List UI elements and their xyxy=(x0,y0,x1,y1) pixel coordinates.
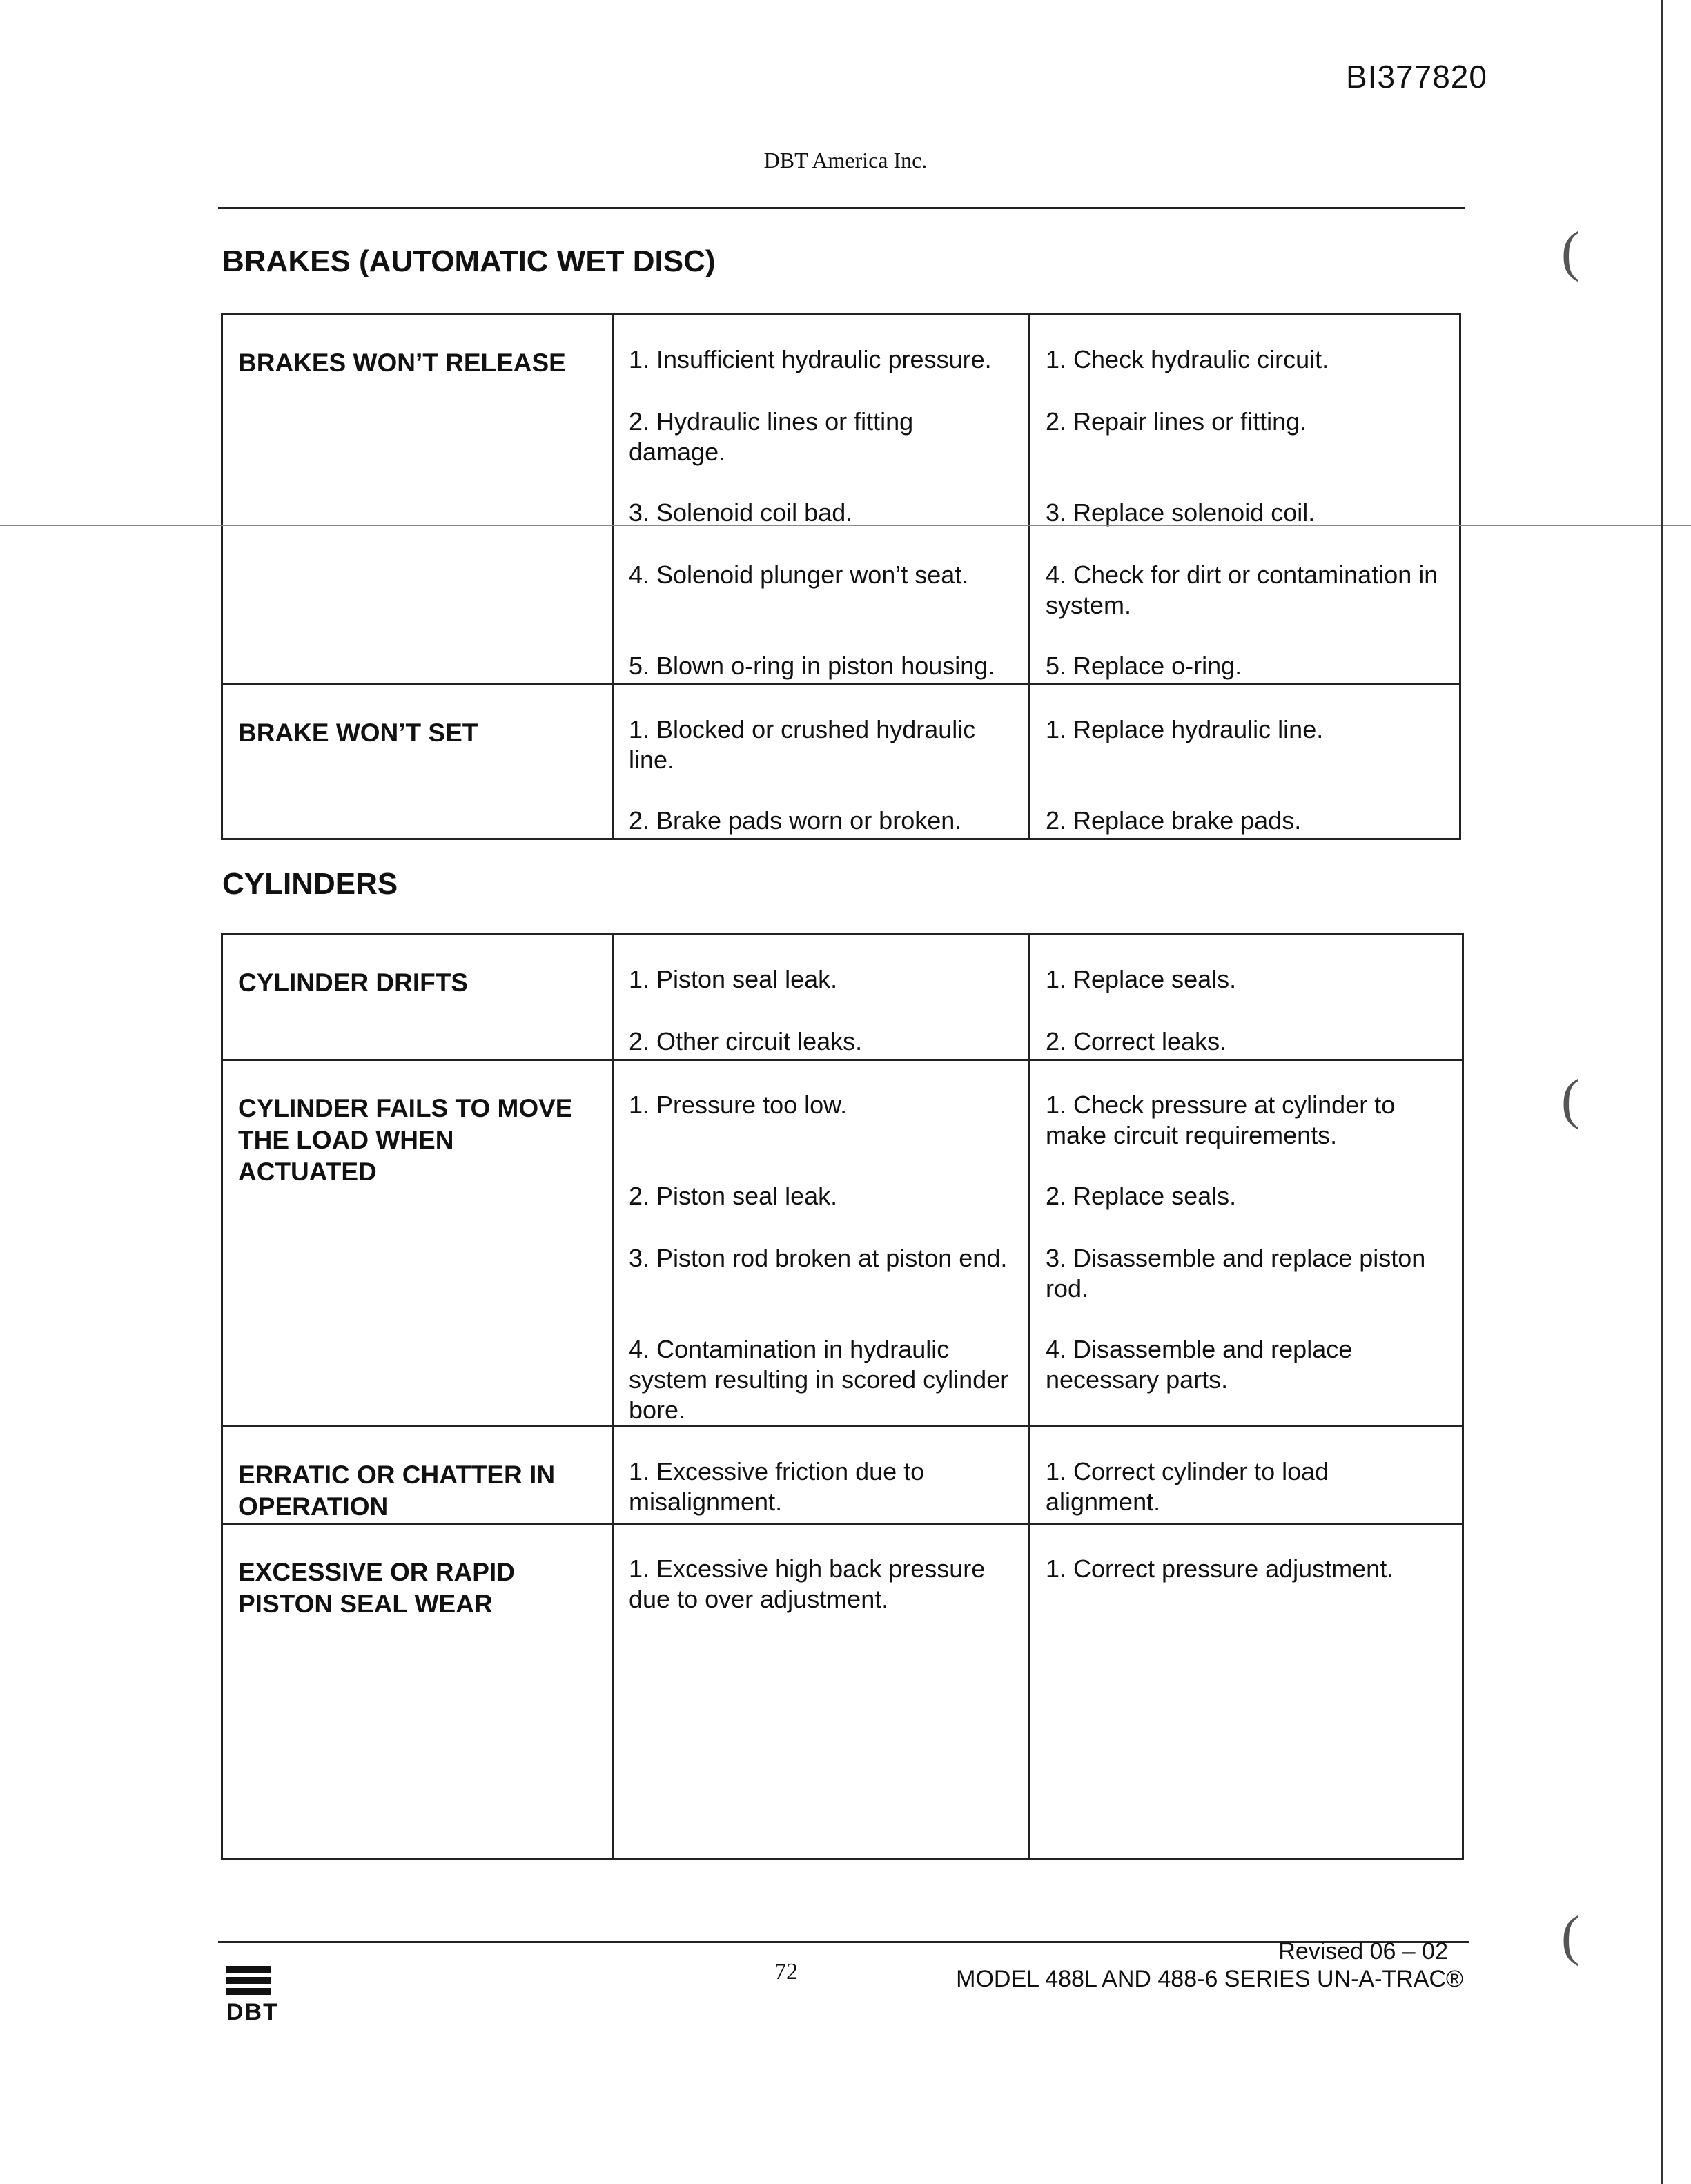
remedy-item: 4. Disassemble and replace necessary parts. xyxy=(1046,1335,1353,1394)
scan-artifact-line xyxy=(0,525,1691,526)
symptom-cell: EXCESSIVE OR RAPID PISTON SEAL WEAR xyxy=(222,1524,613,1860)
remedy-cell xyxy=(1030,935,1463,1060)
cause-item: 2. Brake pads worn or broken. xyxy=(629,806,962,835)
table-row xyxy=(222,1524,1463,1860)
cause-item: 5. Blown o-ring in piston housing. xyxy=(629,652,995,680)
table-row xyxy=(222,315,1460,685)
logo-bar xyxy=(226,1977,271,1984)
cause-item: 1. Excessive high back pressure due to over adjustment. xyxy=(629,1554,986,1613)
cause-item: 1. Insufficient hydraulic pressure. xyxy=(629,345,992,373)
remedy-cell xyxy=(1030,1060,1463,1427)
remedy-cell xyxy=(1030,1427,1463,1524)
cause-item: 2. Other circuit leaks. xyxy=(629,1027,863,1055)
margin-mark: ( xyxy=(1561,222,1580,282)
cause-item: 4. Solenoid plunger won’t seat. xyxy=(629,560,969,589)
cause-cell xyxy=(613,315,1030,685)
cause-cell xyxy=(613,935,1030,1060)
model-name: MODEL 488L AND 488-6 SERIES UN-A-TRAC® xyxy=(956,1966,1463,1992)
cause-cell xyxy=(613,1060,1030,1427)
remedy-item: 1. Replace seals. xyxy=(1046,965,1237,993)
cause-item: 4. Contamination in hydraulic system resulting in scored cylinder bore. xyxy=(629,1335,1009,1424)
remedy-item: 3. Replace solenoid coil. xyxy=(1046,498,1316,527)
remedy-item: 1. Correct cylinder to load alignment. xyxy=(1046,1457,1329,1516)
dbt-logo xyxy=(226,1966,279,2026)
cause-cell xyxy=(613,685,1030,839)
cause-item: 2. Piston seal leak. xyxy=(629,1182,838,1210)
margin-mark: ( xyxy=(1561,1906,1580,1967)
remedy-item: 1. Check hydraulic circuit. xyxy=(1046,345,1329,373)
remedy-item: 2. Correct leaks. xyxy=(1046,1027,1227,1055)
remedy-item: 5. Replace o-ring. xyxy=(1046,652,1242,680)
table-row xyxy=(222,1427,1463,1524)
logo-bar xyxy=(226,1988,271,1995)
remedy-item: 2. Repair lines or fitting. xyxy=(1046,407,1307,436)
brakes-section-title: BRAKES (AUTOMATIC WET DISC) xyxy=(222,244,716,278)
logo-text: DBT xyxy=(226,1999,279,2025)
cause-item: 1. Piston seal leak. xyxy=(629,965,838,993)
company-name: DBT America Inc. xyxy=(763,148,928,173)
remedy-item: 4. Check for dirt or contamination in system. xyxy=(1046,560,1438,619)
remedy-cell xyxy=(1030,315,1460,685)
table-row xyxy=(222,1060,1463,1427)
document-id: BI377820 xyxy=(1346,59,1487,95)
margin-mark: ( xyxy=(1561,1069,1580,1130)
cause-cell xyxy=(613,1524,1030,1860)
cause-item: 1. Excessive friction due to misalignment. xyxy=(629,1457,925,1516)
header-rule xyxy=(218,207,1465,209)
remedy-item: 1. Replace hydraulic line. xyxy=(1046,715,1324,743)
symptom-cell: BRAKE WON’T SET xyxy=(222,685,613,839)
table-row xyxy=(222,685,1460,839)
remedy-item: 2. Replace brake pads. xyxy=(1046,806,1302,835)
cylinders-table xyxy=(221,933,1464,1860)
cause-cell xyxy=(613,1427,1030,1524)
cause-item: 3. Piston rod broken at piston end. xyxy=(629,1244,1008,1272)
remedy-cell xyxy=(1030,685,1460,839)
symptom-cell: CYLINDER FAILS TO MOVE THE LOAD WHEN ACTUATED xyxy=(222,1060,613,1427)
remedy-item: 1. Check pressure at cylinder to make circuit requirements. xyxy=(1046,1091,1396,1149)
remedy-item: 3. Disassemble and replace piston rod. xyxy=(1046,1244,1426,1303)
brakes-table xyxy=(221,313,1461,840)
cylinders-section-title: CYLINDERS xyxy=(222,867,398,901)
symptom-cell: BRAKES WON’T RELEASE xyxy=(222,315,613,685)
page-edge-line xyxy=(1661,0,1663,2184)
page-number: 72 xyxy=(774,1959,798,1985)
cause-item: 3. Solenoid coil bad. xyxy=(629,498,853,527)
table-row xyxy=(222,935,1463,1060)
cause-item: 1. Pressure too low. xyxy=(629,1091,848,1119)
revision-date: Revised 06 – 02 xyxy=(1278,1938,1448,1964)
remedy-cell xyxy=(1030,1524,1463,1860)
logo-bar xyxy=(226,1966,271,1973)
remedy-item: 2. Replace seals. xyxy=(1046,1182,1237,1210)
remedy-item: 1. Correct pressure adjustment. xyxy=(1046,1554,1394,1583)
symptom-cell: ERRATIC OR CHATTER IN OPERATION xyxy=(222,1427,613,1524)
cause-item: 2. Hydraulic lines or fitting damage. xyxy=(629,407,914,466)
cause-item: 1. Blocked or crushed hydraulic line. xyxy=(629,715,976,774)
symptom-cell: CYLINDER DRIFTS xyxy=(222,935,613,1060)
